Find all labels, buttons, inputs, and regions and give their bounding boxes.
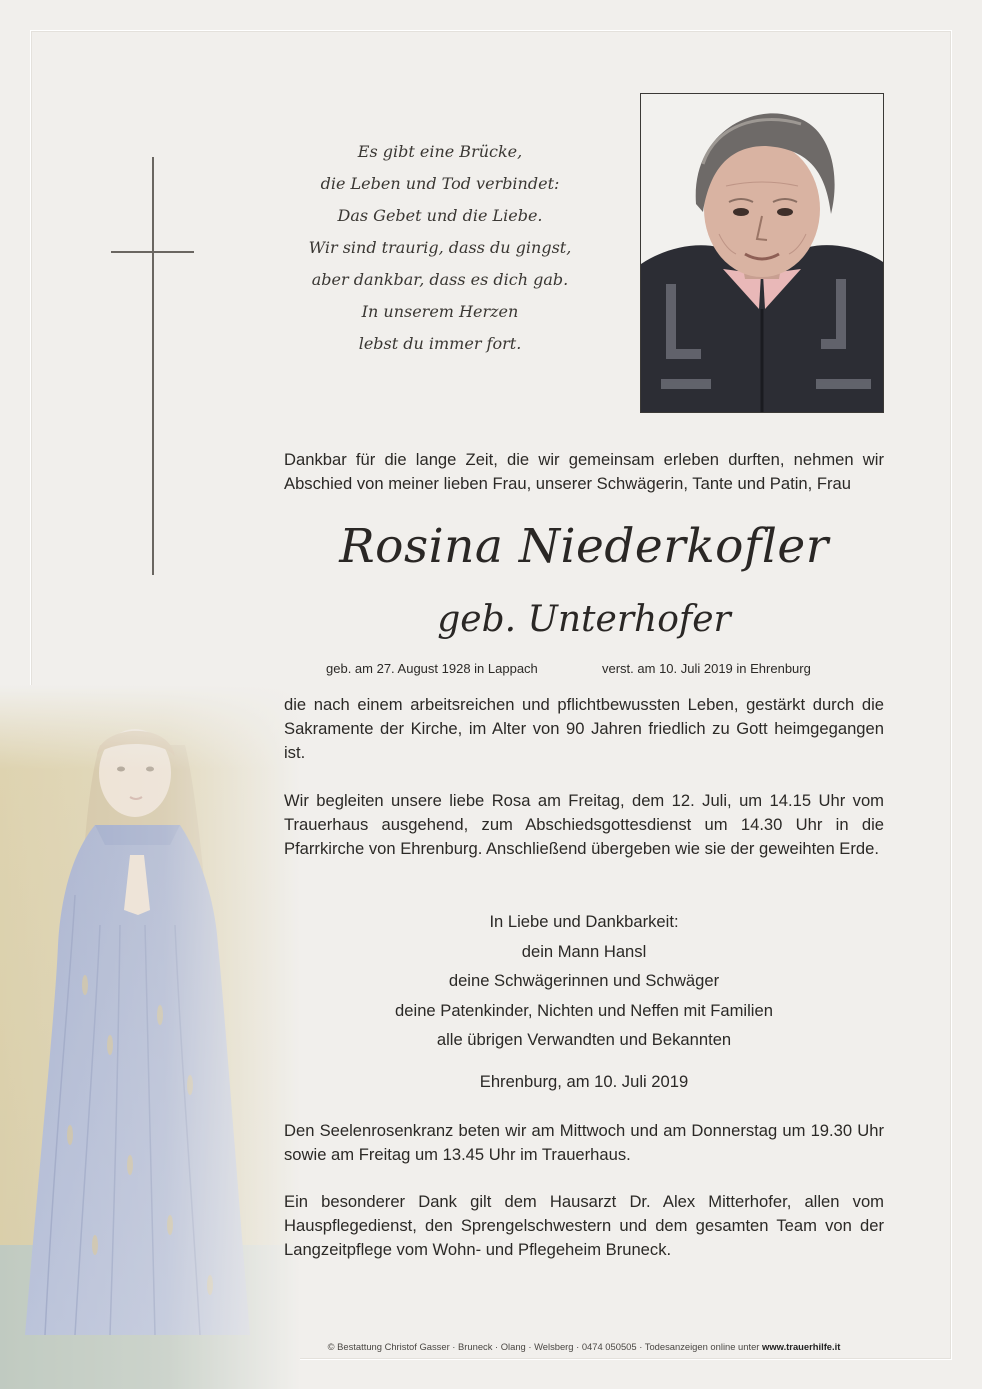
place-and-date: Ehrenburg, am 10. Juli 2019 [479, 1072, 689, 1091]
deceased-name: Rosina Niederkofler [339, 519, 829, 574]
mourners-line: deine Patenkinder, Nichten und Neffen mit Familien [395, 1000, 773, 1020]
paragraph-thanks: Ein besonderer Dank gilt dem Hausarzt Dr. Alex Mitterhofer, allen vom Hauspflegedienst, den Sprengelschwestern und dem gesamten Team von der Langzeitpflege vom Wohn- und Pflegeheim Bruneck. [284, 1192, 884, 1259]
madonna-painting [0, 685, 300, 1389]
poem-line: aber dankbar, dass es dich gab. [311, 270, 569, 289]
poem-line: Wir sind traurig, dass du gingst, [308, 238, 572, 257]
poem-line: In unserem Herzen [361, 302, 519, 321]
intro-text: Dankbar für die lange Zeit, die wir gemeinsam erleben durften, nehmen wir Abschied von meiner lieben Frau, unserer Schwägerin, Tante und Patin, Frau [284, 450, 884, 493]
birth-info: geb. am 27. August 1928 in Lappach [326, 661, 538, 676]
cross-horizontal-bar [111, 251, 194, 253]
poem-line: lebst du immer fort. [358, 334, 522, 353]
portrait-photo [640, 93, 884, 413]
paragraph-funeral: Wir begleiten unsere liebe Rosa am Freitag, dem 12. Juli, um 14.15 Uhr vom Trauerhaus ausgehend, zum Abschiedsgottesdienst um 14.30 Uhr in die Pfarrkirche von Ehrenburg. Anschließend übergeben wie sie der geweihten Erde. [284, 791, 884, 858]
memorial-poem [290, 136, 590, 360]
mourners-line: deine Schwägerinnen und Schwäger [448, 971, 720, 990]
paragraph-life: die nach einem arbeitsreichen und pflichtbewussten Leben, gestärkt durch die Sakramente der Kirche, im Alter von 90 Jahren friedlich zu Gott heimgegangen ist. [284, 695, 884, 762]
mourners-list [284, 907, 884, 1055]
maiden-name: geb. Unterhofer [437, 599, 731, 640]
poem-line: die Leben und Tod verbindet: [320, 174, 560, 193]
mourners-line: alle übrigen Verwandten und Bekannten [436, 1030, 732, 1049]
poem-line: Das Gebet und die Liebe. [337, 206, 543, 225]
footer-link[interactable]: www.trauerhilfe.it [762, 1341, 841, 1352]
cross-vertical-bar [152, 157, 154, 575]
poem-line: Es gibt eine Brücke, [357, 142, 523, 161]
footer-text: © Bestattung Christof Gasser · Bruneck · Olang · Welsberg · 0474 050505 · Todesanzeigen online unter [327, 1341, 760, 1352]
footer [284, 1340, 884, 1354]
mourners-line: dein Mann Hansl [521, 941, 647, 961]
paragraph-rosary: Den Seelenrosenkranz beten wir am Mittwoch und am Donnerstag um 19.30 Uhr sowie am Freitag um 13.45 Uhr im Trauerhaus. [284, 1121, 884, 1164]
death-info: verst. am 10. Juli 2019 in Ehrenburg [602, 661, 811, 676]
mourners-line: In Liebe und Dankbarkeit: [489, 912, 679, 931]
